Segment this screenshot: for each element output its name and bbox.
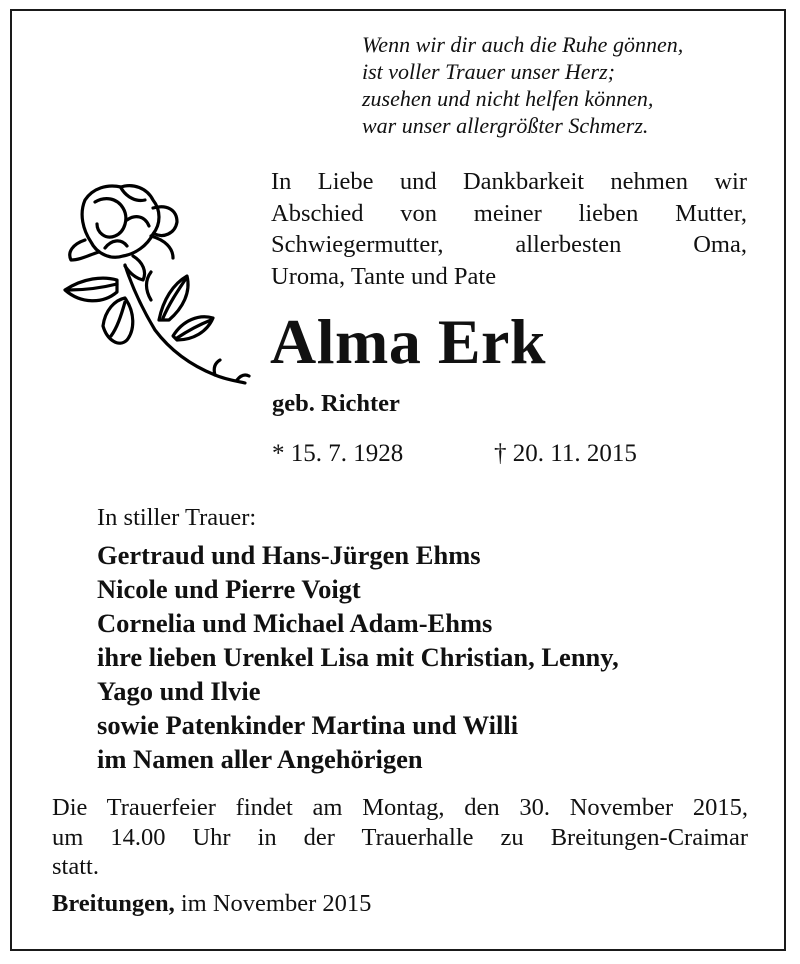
mourner-line: im Namen aller Angehörigen <box>97 744 423 774</box>
mourner-line: Cornelia und Michael Adam-Ehms <box>97 608 493 638</box>
mourning-label: In stiller Trauer: <box>97 504 257 531</box>
place-and-date <box>52 888 371 920</box>
mourner-line: Nicole und Pierre Voigt <box>97 574 361 604</box>
intro-line: Abschied von meiner lieben Mutter, <box>271 199 747 227</box>
intro-line: Schwiegermutter, allerbesten Oma, <box>271 231 747 258</box>
poem-line: war unser allergrößter Schmerz. <box>362 113 649 138</box>
mourner-line: ihre lieben Urenkel Lisa mit Christian, Lenny, <box>97 642 619 672</box>
poem-line: ist voller Trauer unser Herz; <box>362 59 615 84</box>
birth-date: * 15. 7. 1928 <box>272 440 404 467</box>
mourner-line: Yago und Ilvie <box>97 676 261 706</box>
place-town: Breitungen, <box>52 890 175 917</box>
service-line: Die Trauerfeier findet am Montag, den 30. November 2015, <box>52 794 748 821</box>
mourner-line: Gertraud und Hans-Jürgen Ehms <box>97 540 481 570</box>
death-date: † 20. 11. 2015 <box>494 440 637 467</box>
poem-line: Wenn wir dir auch die Ruhe gönnen, <box>362 32 684 57</box>
service-line: statt. <box>52 853 99 880</box>
intro-text <box>271 166 747 292</box>
poem-line: zusehen und nicht helfen können, <box>362 86 654 111</box>
place-date: im November 2015 <box>180 890 372 917</box>
maiden-name: geb. Richter <box>272 390 400 417</box>
mourners-list <box>97 538 619 776</box>
rose-icon <box>55 180 255 395</box>
intro-line: In Liebe und Dankbarkeit nehmen wir <box>271 168 747 195</box>
deceased-name: Alma Erk <box>270 306 546 377</box>
mourner-line: sowie Patenkinder Martina und Willi <box>97 710 519 740</box>
funeral-service-text <box>52 793 748 882</box>
service-line: um 14.00 Uhr in der Trauerhalle zu Breitungen-Craimar <box>52 823 748 851</box>
intro-line: Uroma, Tante und Pate <box>271 262 497 290</box>
poem <box>362 31 762 139</box>
